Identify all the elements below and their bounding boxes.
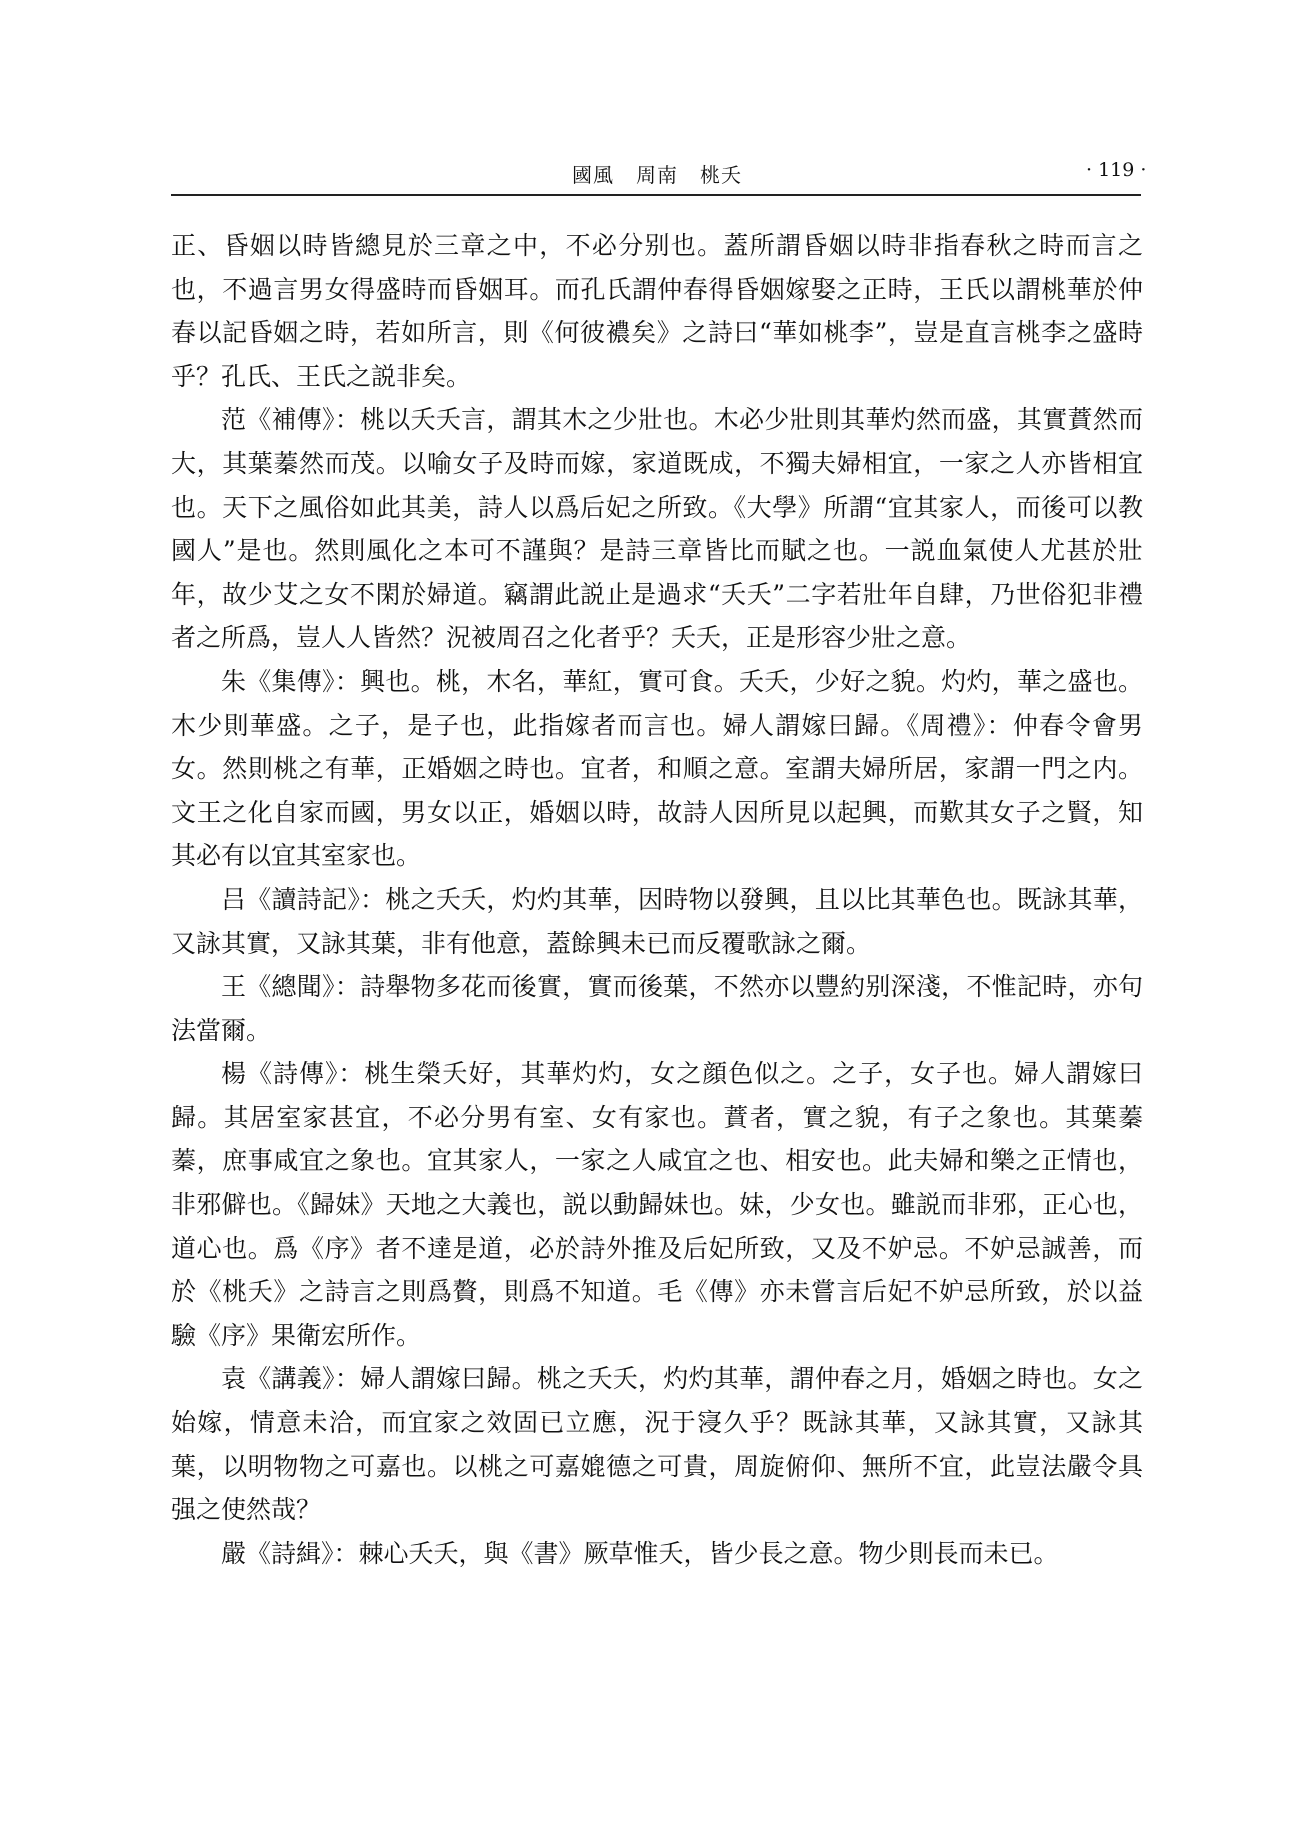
- paragraph-zhu-jizhuan: 朱《集傳》：興也。桃，木名，華紅，實可食。夭夭，少好之貌。灼灼，華之盛也。木少則華盛。之子，是子也，此指嫁者而言也。婦人謂嫁曰歸。《周禮》：仲春令會男女。然則桃之有華，正婚姻之時也。宜者，和順之意。室謂夫婦所居，家謂一門之内。文王之化自家而國，男女以正，婚姻以時，故詩人因所見以起興，而歎其女子之賢，知其必有以宜其室家也。: [171, 666, 1143, 871]
- header-section: 國風: [572, 163, 614, 187]
- paragraph-yang-shizhuan: 楊《詩傳》：桃生榮夭好，其華灼灼，女之顔色似之。之子，女子也。婦人謂嫁曰歸。其居室家甚宜，不必分男有室、女有家也。蕡者，實之貌，有子之象也。其葉蓁蓁，庶事咸宜之象也。宜其家人，一家之人咸宜之也、相安也。此夫婦和樂之正情也，非邪僻也。《歸妹》天地之大義也，説以動歸妹也。妹，少女也。雖説而非邪，正心也，道心也。爲《序》者不達是道，必於詩外推及后妃所致，又及不妒忌。不妒忌誠善，而於《桃夭》之詩言之則爲贅，則爲不知道。毛《傳》亦未嘗言后妃不妒忌所致，於以益驗《序》果衛宏所作。: [171, 1059, 1143, 1350]
- page-number: · 119 ·: [1086, 159, 1147, 181]
- paragraph-yuan-jiangyi: 袁《講義》：婦人謂嫁曰歸。桃之夭夭，灼灼其華，謂仲春之月，婚姻之時也。女之始嫁，情意未洽，而宜家之效固已立應，況于寖久乎？既詠其華，又詠其實，又詠其葉，以明物物之可嘉也。以桃之可嘉媲德之可貴，周旋俯仰、無所不宜，此豈法嚴令具强之使然哉？: [171, 1364, 1143, 1525]
- header-rule: [171, 194, 1141, 196]
- paragraph-wang-zongwen: 王《總聞》：詩舉物多花而後實，實而後葉，不然亦以豐約别深淺，不惟記時，亦句法當爾。: [171, 972, 1143, 1045]
- header-title: [572, 159, 742, 188]
- header-poem: 桃夭: [700, 163, 742, 187]
- running-header: [0, 0, 1300, 200]
- paragraph-continuation: 正、昏姻以時皆總見於三章之中，不必分别也。蓋所謂昏姻以時非指春秋之時而言之也，不過言男女得盛時而昏姻耳。而孔氏謂仲春得昏姻嫁娶之正時，王氏以謂桃華於仲春以記昏姻之時，若如所言，則《何彼襛矣》之詩曰“華如桃李”，豈是直言桃李之盛時乎？孔氏、王氏之説非矣。: [171, 231, 1143, 391]
- body-text: [171, 224, 1143, 1575]
- paragraph-yan-shiji: 嚴《詩緝》：棘心夭夭，與《書》厥草惟夭，皆少長之意。物少則長而未已。: [221, 1538, 1059, 1568]
- paragraph-fan-buzhuan: 范《補傳》：桃以夭夭言，謂其木之少壯也。木必少壯則其華灼然而盛，其實蕡然而大，其葉蓁然而茂。以喻女子及時而嫁，家道既成，不獨夫婦相宜，一家之人亦皆相宜也。天下之風俗如此其美，詩人以爲后妃之所致。《大學》所謂“宜其家人，而後可以教國人”是也。然則風化之本可不謹與？是詩三章皆比而賦之也。一説血氣使人尤甚於壯年，故少艾之女不閑於婦道。竊謂此説止是過求“夭夭”二字若壯年自肆，乃世俗犯非禮者之所爲，豈人人皆然？況被周召之化者乎？夭夭，正是形容少壯之意。: [171, 405, 1143, 653]
- header-subsection: 周南: [636, 163, 678, 187]
- paragraph-lu-dushiji: 吕《讀詩記》：桃之夭夭，灼灼其華，因時物以發興，且以比其華色也。既詠其華，又詠其實，又詠其葉，非有他意，蓋餘興未已而反覆歌詠之爾。: [171, 884, 1143, 958]
